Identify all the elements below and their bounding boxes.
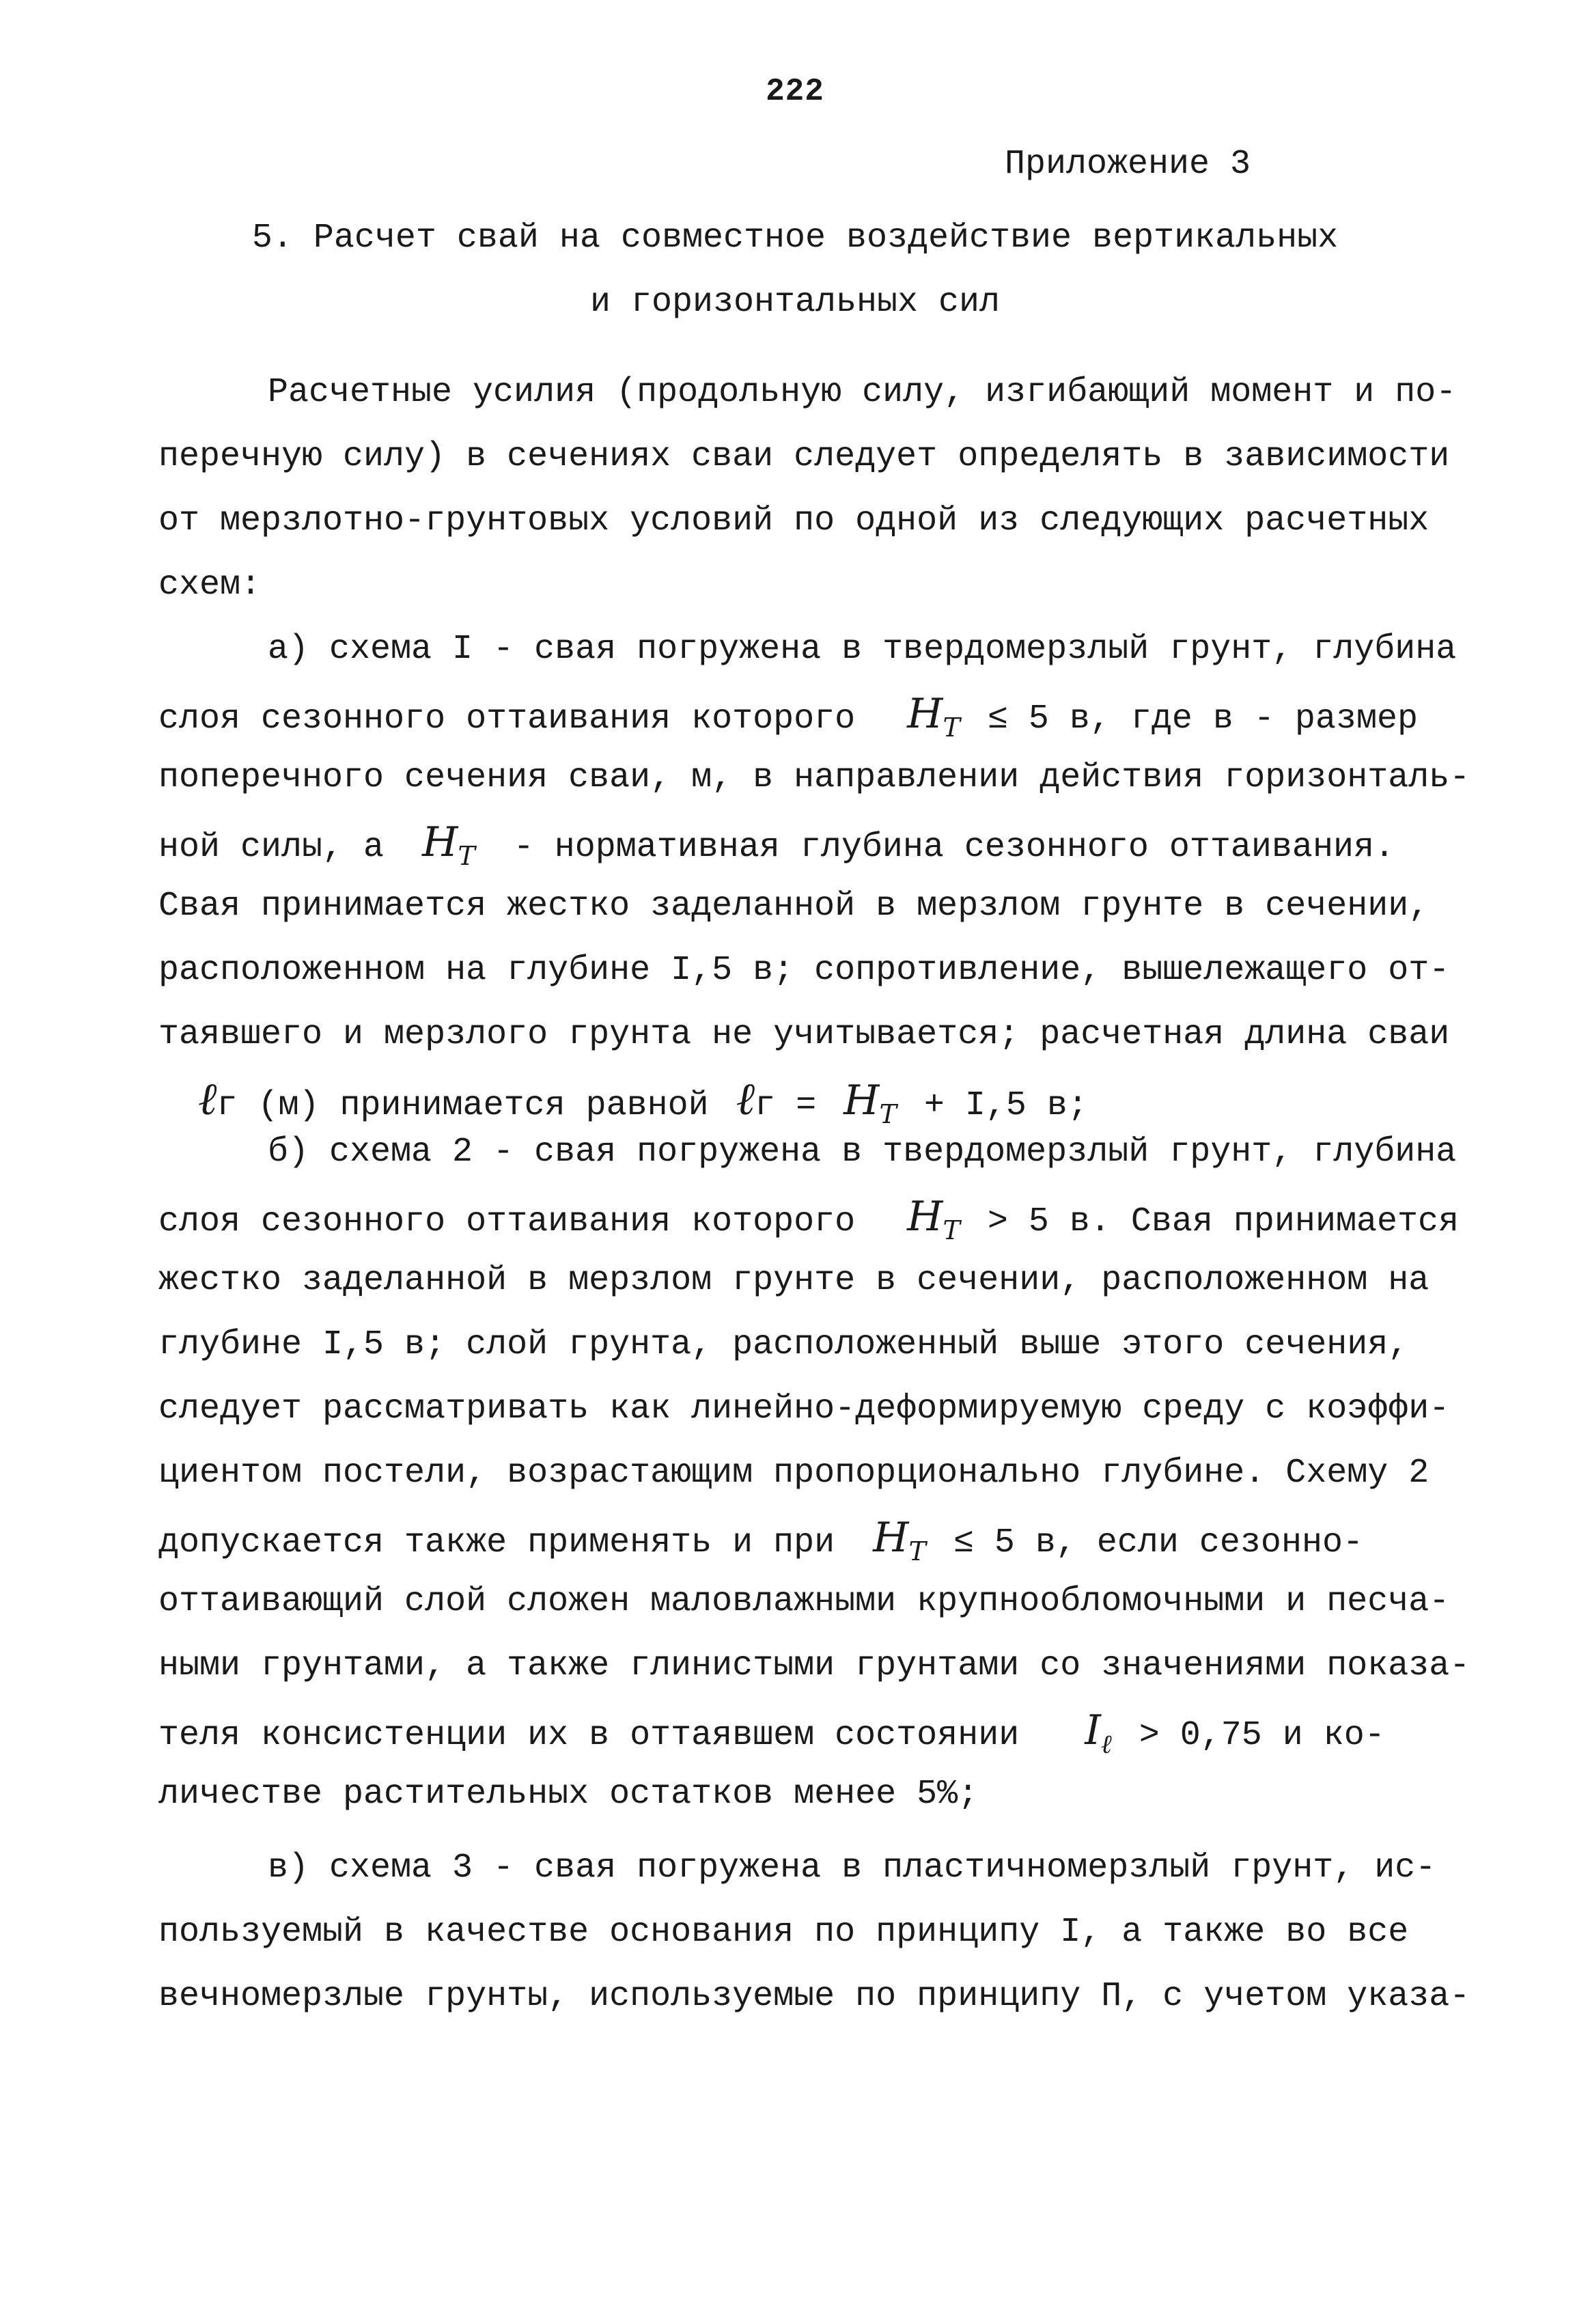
consistency-index-symbol <box>1085 1706 1112 1759</box>
symbol-subscript: T <box>943 1215 960 1245</box>
text-fragment: ≤ 5 в, где в - размер <box>987 700 1418 738</box>
symbol-letter: H <box>422 818 458 866</box>
scheme-b-paragraph <box>158 1120 1470 1827</box>
symbol-subscript: T <box>943 713 960 743</box>
text-line: жестко заделанной в мерзлом грунте в сечении, расположенном на <box>158 1261 1429 1300</box>
scheme-c-paragraph <box>158 1836 1470 2029</box>
symbol-letter: I <box>1085 1706 1101 1754</box>
thaw-depth-symbol <box>873 1514 926 1566</box>
text-line: оттаивающий слой сложен маловлажными крупнообломочными и песча- <box>158 1582 1450 1621</box>
section-title-line: 5. Расчет свай на совместное воздействие вертикальных <box>251 219 1339 258</box>
text-line: пользуемый в качестве основания по принципу I, а также во все <box>158 1913 1409 1952</box>
text-line <box>158 1185 1459 1249</box>
text-line: глубине I,5 в; слой грунта, расположенный выше этого сечения, <box>158 1325 1409 1364</box>
text-fragment: допускается также применять и при <box>158 1523 835 1562</box>
pile-length-symbol: ℓ <box>736 1073 755 1125</box>
intro-paragraph <box>158 361 1457 618</box>
text-line <box>158 810 1442 874</box>
text-line: личестве растительных остатков менее 5%; <box>158 1775 979 1814</box>
symbol-subscript: ℓ <box>1100 1729 1112 1759</box>
symbol-subscript: T <box>458 841 475 871</box>
appendix-label: Приложение 3 <box>1004 145 1251 184</box>
text-fragment: слоя сезонного оттаивания которого <box>158 700 856 738</box>
section-title-line: и горизонтальных сил <box>589 283 1001 322</box>
thaw-depth-symbol <box>907 1193 960 1245</box>
section-title <box>0 206 1590 335</box>
text-fragment: г (м) принимается равной <box>217 1086 709 1125</box>
symbol-letter: H <box>873 1514 909 1562</box>
scheme-a-paragraph <box>158 618 1470 1131</box>
text-fragment: > 0,75 и ко- <box>1139 1716 1385 1755</box>
text-line: вечномерзлые грунты, используемые по принципу П, с учетом указа- <box>158 1977 1470 2016</box>
thaw-depth-symbol <box>843 1077 897 1129</box>
text-line: перечную силу) в сечениях сваи следует определять в зависимости <box>158 437 1450 476</box>
text-fragment: - нормативная глубина сезонного оттаивания. <box>513 828 1395 867</box>
text-fragment: + I,5 в; <box>923 1086 1088 1125</box>
text-fragment: слоя сезонного оттаивания которого <box>158 1202 856 1241</box>
symbol-letter: H <box>907 690 943 738</box>
text-fragment: теля консистенции их в оттаявшем состоянии <box>158 1716 1020 1755</box>
symbol-letter: H <box>907 1193 943 1241</box>
text-line: в) схема 3 - свая погружена в пластичномерзлый грунт, ис- <box>268 1849 1436 1887</box>
text-fragment: ной силы, а <box>158 828 385 867</box>
text-line: ными грунтами, а также глинистыми грунтами со значениями показа- <box>158 1646 1470 1685</box>
text-line: схем: <box>158 566 262 605</box>
text-line: Свая принимается жестко заделанной в мерзлом грунте в сечении, <box>158 887 1429 926</box>
pile-length-symbol: ℓ <box>198 1073 217 1125</box>
symbol-subscript: T <box>908 1536 926 1566</box>
text-fragment: г = <box>755 1086 817 1125</box>
symbol-letter: H <box>843 1077 880 1124</box>
text-line: расположенном на глубине I,5 в; сопротивление, вышележащего от- <box>158 951 1450 990</box>
thaw-depth-symbol <box>422 818 475 871</box>
thaw-depth-symbol <box>907 690 960 743</box>
text-line: а) схема I - свая погружена в твердомерзлый грунт, глубина <box>268 630 1457 669</box>
text-line: циентом постели, возрастающим пропорционально глубине. Схему 2 <box>158 1454 1429 1493</box>
text-fragment: ≤ 5 в, если сезонно- <box>953 1523 1363 1562</box>
text-line: Расчетные усилия (продольную силу, изгибающий момент и по- <box>268 373 1457 412</box>
text-line: таявшего и мерзлого грунта не учитывается; расчетная длина сваи <box>158 1015 1450 1054</box>
text-line: следует рассматривать как линейно-деформируемую среду с коэффи- <box>158 1389 1450 1428</box>
text-line: поперечного сечения сваи, м, в направлении действия горизонталь- <box>158 758 1470 797</box>
text-line <box>158 682 1442 746</box>
text-line <box>158 1506 1442 1570</box>
page-number: 222 <box>766 74 824 109</box>
text-line: от мерзлотно-грунтовых условий по одной из следующих расчетных <box>158 501 1429 540</box>
symbol-subscript: T <box>879 1099 897 1129</box>
text-line <box>158 1698 1442 1762</box>
text-fragment: > 5 в. Свая принимается <box>987 1202 1459 1241</box>
text-line: б) схема 2 - свая погружена в твердомерзлый грунт, глубина <box>268 1133 1457 1172</box>
